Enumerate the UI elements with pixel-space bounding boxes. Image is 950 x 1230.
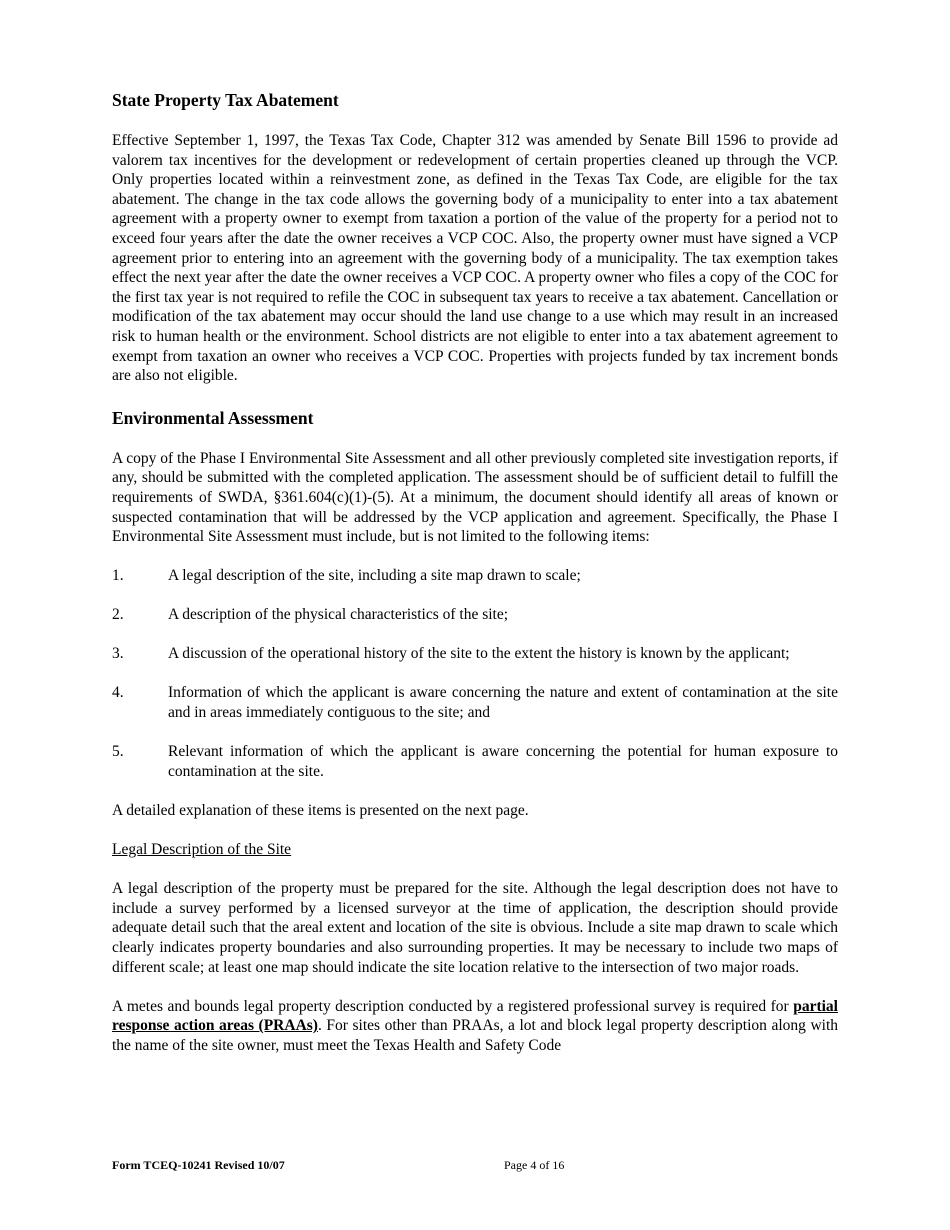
assessment-items-list [112,566,838,782]
page-number: Page 4 of 16 [504,1158,565,1172]
document-page [112,88,838,1056]
list-item-number: 1. [112,566,124,584]
praa-term: partial response action areas (PRAAs) [112,997,838,1035]
list-item-text: Information of which the applicant is aware concerning the nature and extent of contamination at the site and in areas immediately contiguous to the site; and [168,684,838,721]
list-item-number: 5. [112,743,124,761]
section-heading-tax-abatement: State Property Tax Abatement [112,90,339,110]
legal-description-paragraph: A legal description of the property must be prepared for the site. Although the legal description does not have to include a survey performed by a licensed surveyor at the time of application, the description should provide adequate detail such that the areal extent and location of the site is obvious. Include a site map drawn to scale which clearly indicates property boundaries and also surrounding properties. It may be necessary to include two maps of different scale; at least one map should indicate the site location relative to the intersection of two major roads. [112,880,838,976]
section-heading-environmental-assessment: Environmental Assessment [112,407,314,428]
list-item-number: 3. [112,645,124,663]
list-item [112,683,838,722]
list-item [112,644,838,664]
metes-bounds-text-start: A metes and bounds legal property description conducted by a registered professional survey is required for [112,997,794,1015]
list-item-number: 4. [112,684,124,702]
metes-bounds-paragraph [112,997,838,1056]
list-item [112,742,838,781]
list-item-text: A legal description of the site, including a site map drawn to scale; [168,566,581,584]
metes-bounds-text-end: . For sites other than PRAAs, a lot and block legal property description along with the name of the site owner, must meet the Texas Health and Safety Code [112,1017,839,1054]
list-item-text: A discussion of the operational history of the site to the extent the history is known by the applicant; [168,645,790,663]
page-footer [112,1158,838,1174]
list-item-number: 2. [112,605,124,623]
legal-description-subheading: Legal Description of the Site [112,841,292,858]
form-number: Form TCEQ-10241 Revised 10/07 [112,1158,285,1172]
list-item [112,566,838,586]
environmental-assessment-intro: A copy of the Phase I Environmental Site Assessment and all other previously completed site investigation reports, if any, should be submitted with the completed application. The assessment should be of sufficient detail to fulfill the requirements of SWDA, §361.604(c)(1)-(5). At a minimum, the document should identify all areas of known or suspected contamination that will be addressed by the VCP application and agreement. Specifically, the Phase I Environmental Site Assessment must include, but is not limited to the following items: [112,449,838,546]
list-item-text: Relevant information of which the applicant is aware concerning the potential for human exposure to contamination at the site. [168,743,838,780]
tax-abatement-paragraph: Effective September 1, 1997, the Texas Tax Code, Chapter 312 was amended by Senate Bill 1596 to provide ad valorem tax incentives for the development or redevelopment of certain properties cleaned up through the VCP. Only properties located within a reinvestment zone, as defined in the Texas Tax Code, are eligible for the tax abatement. The change in the tax code allows the governing body of a municipality to enter into a tax abatement agreement with a property owner to exempt from taxation a portion of the value of the property for a period not to exceed four years after the date the owner receives a VCP COC. Also, the property owner must have signed a VCP agreement prior to entering into an agreement with the governing body of a municipality. The tax exemption takes effect the next year after the date the owner receives a VCP COC. A property owner who files a copy of the COC for the first tax year is not required to refile the COC in subsequent tax years to receive a tax abatement. Cancellation or modification of the tax abatement may occur should the land use change to a use which may result in an increased risk to human health or the environment. School districts are not eligible to enter into a tax abatement agreement to exempt from taxation an owner who receives a VCP COC. Properties with projects funded by tax increment bonds are also not eligible. [112,132,838,385]
list-item-text: A description of the physical characteristics of the site; [168,605,509,623]
list-item [112,605,838,625]
next-page-note: A detailed explanation of these items is presented on the next page. [112,801,529,819]
